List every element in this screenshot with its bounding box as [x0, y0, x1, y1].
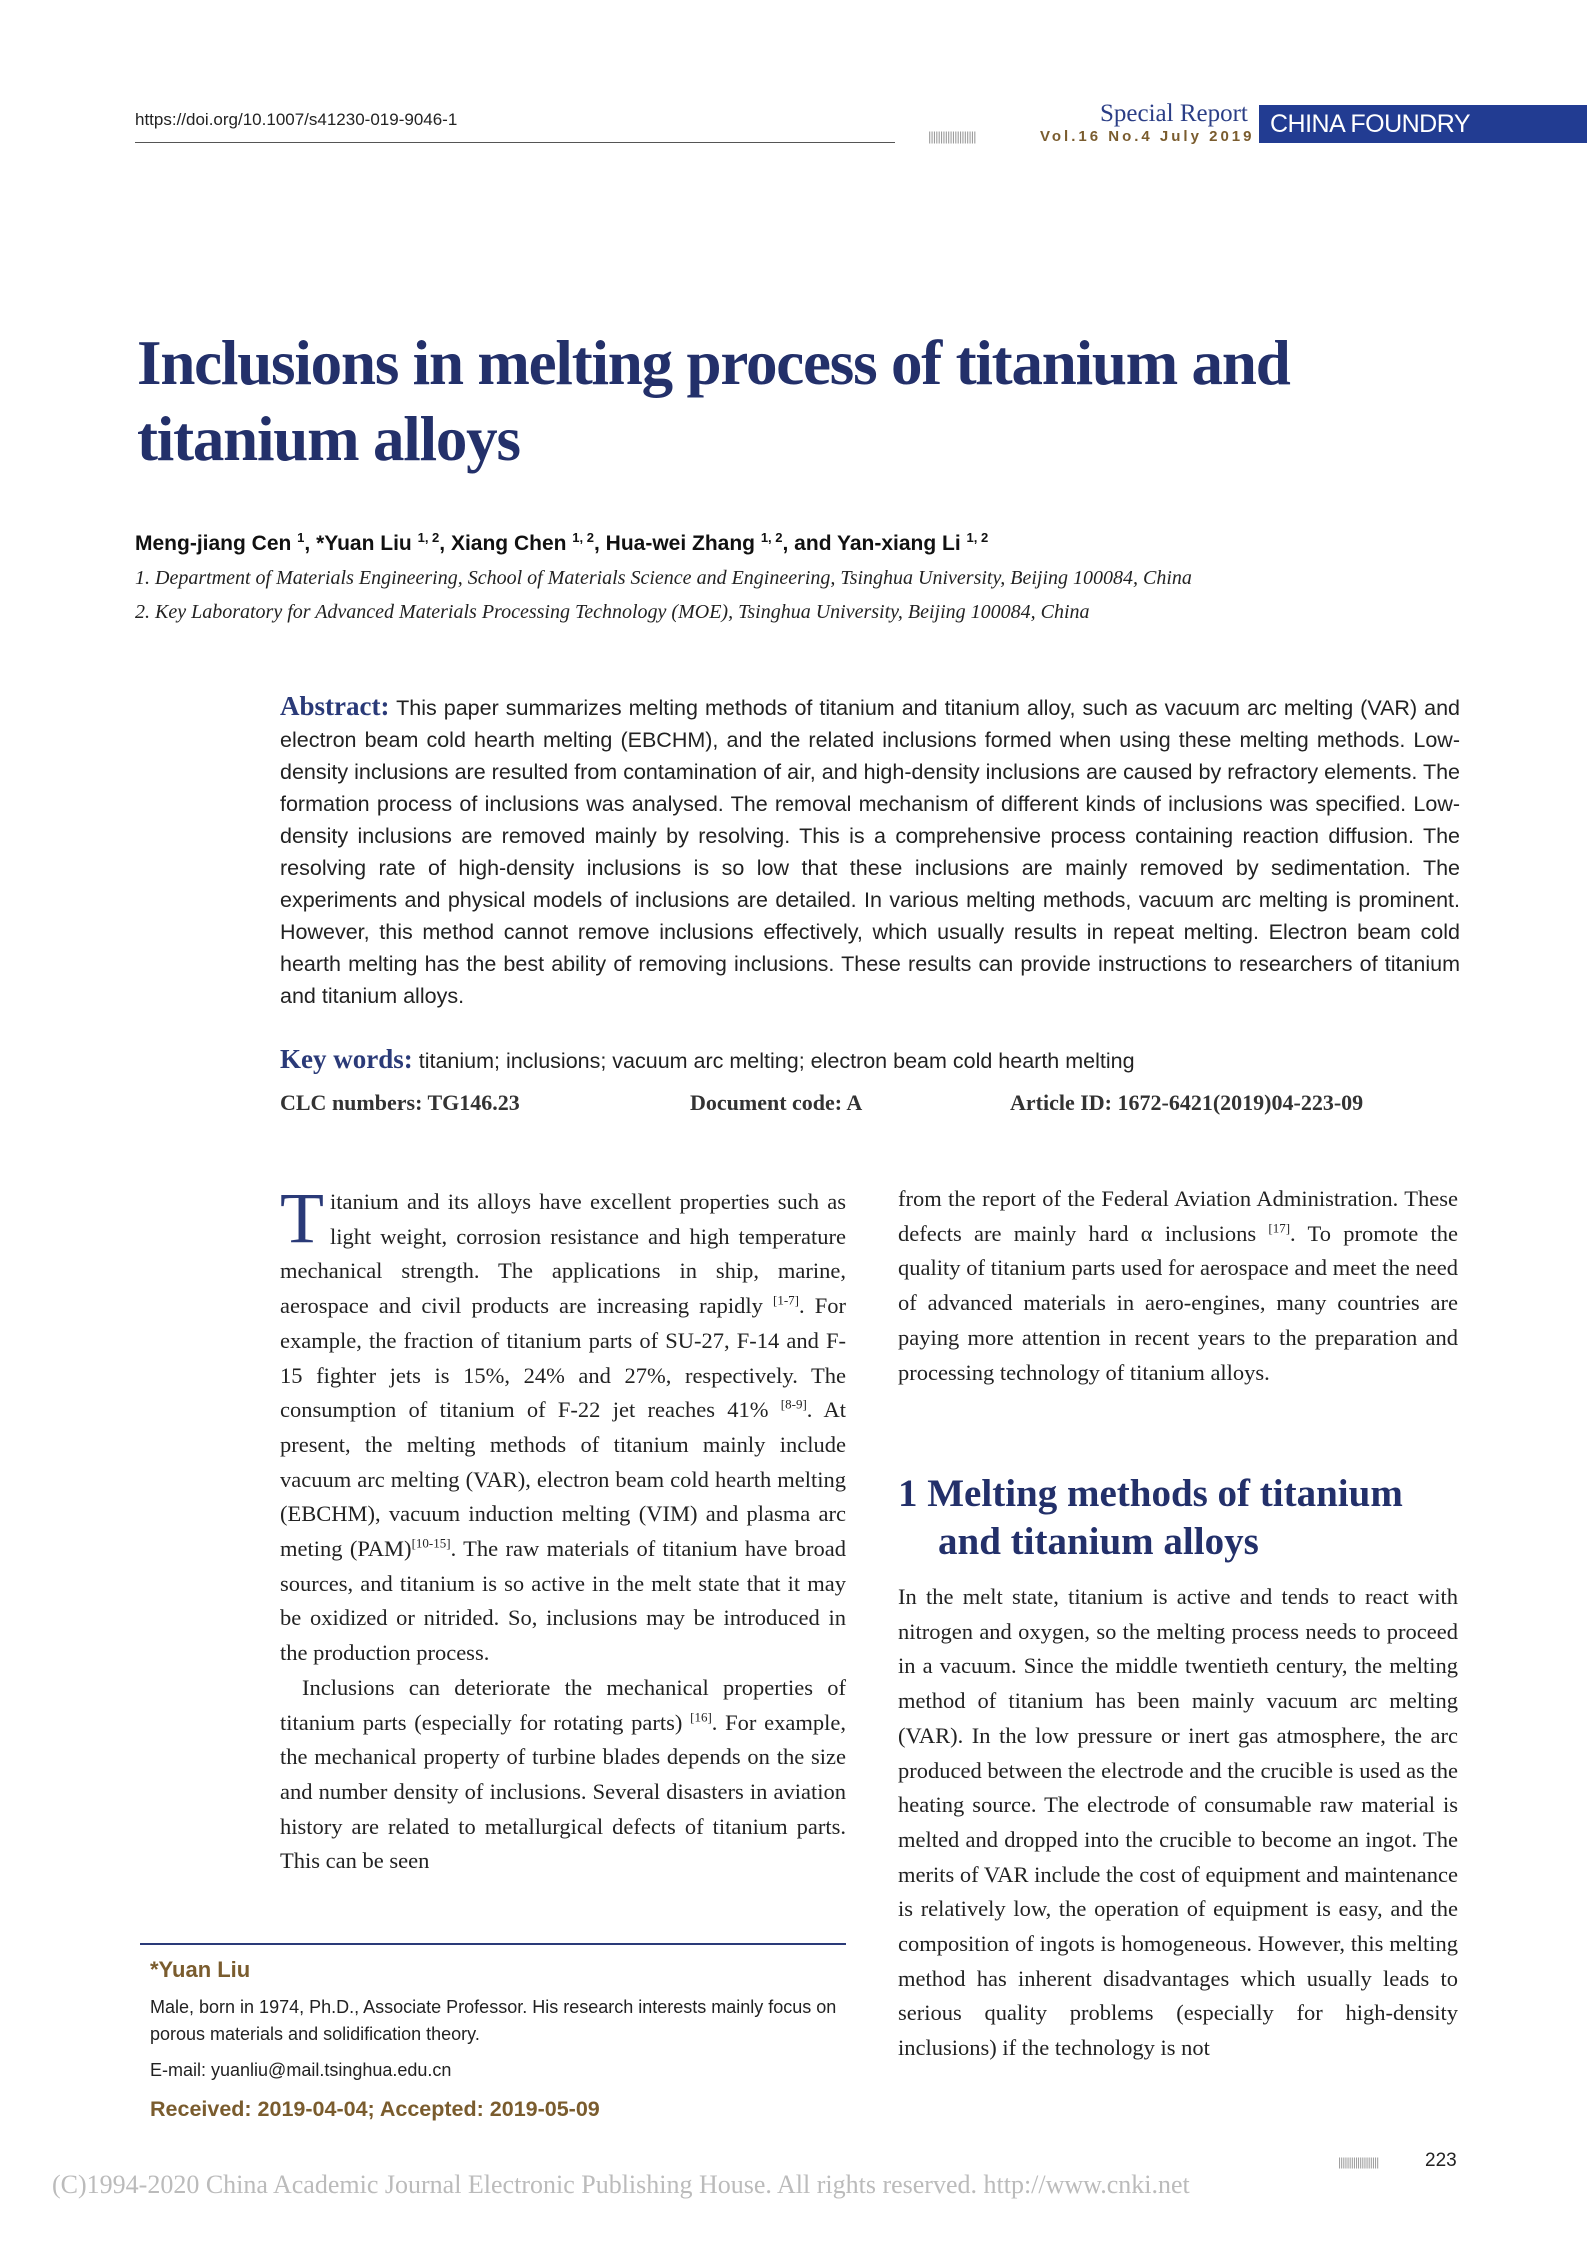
abstract [280, 690, 1460, 1012]
text-run: . To promote the quality of titanium parts used for aerospace and meet the need of advanced materials in aero-engines, many countries are paying more attention in recent years to the preparation and processing technology of titanium alloys. [898, 1220, 1458, 1385]
paragraph [280, 1671, 846, 1879]
header-decor-bars: |||||||||||||||||||| [928, 129, 976, 144]
body-right-column-bottom [898, 1580, 1458, 2066]
author-list [135, 530, 988, 556]
citation-ref[interactable]: [10-15] [411, 1535, 451, 1551]
keywords-text: titanium; inclusions; vacuum arc melting; electron beam cold hearth melting [418, 1049, 1135, 1073]
article-title [137, 325, 1387, 477]
footnote-rule [140, 1943, 846, 1945]
author-name: , Xiang Chen [439, 532, 573, 555]
author-affil-sup: 1, 2 [966, 530, 989, 545]
article-id: Article ID: 1672-6421(2019)04-223-09 [1010, 1090, 1364, 1115]
title-line-2: titanium alloys [137, 404, 520, 474]
corresponding-author-name: *Yuan Liu [150, 1957, 251, 1982]
citation-ref[interactable]: [17] [1268, 1220, 1291, 1236]
body-right-column-top [898, 1182, 1458, 1390]
author-affil-sup: 1, 2 [760, 530, 783, 545]
keywords [280, 1044, 1460, 1075]
clc-numbers: CLC numbers: TG146.23 [280, 1090, 520, 1115]
citation-ref[interactable]: [8-9] [780, 1396, 807, 1412]
doi-link[interactable]: https://doi.org/10.1007/s41230-019-9046-1 [135, 110, 458, 129]
footer-decor-bars: ||||||||||||||||||| [1338, 2155, 1379, 2169]
author-affil-sup: 1, 2 [417, 530, 440, 545]
paragraph [280, 1178, 847, 1671]
body-left-column [280, 1178, 847, 1879]
volume-info: Vol.16 No.4 July 2019 [1040, 128, 1255, 145]
author-name: , Hua-wei Zhang [593, 532, 761, 555]
text-run: Inclusions can deteriorate the mechanical properties of titanium parts (especially for rotating parts) [280, 1674, 846, 1735]
paragraph [898, 1182, 1458, 1390]
citation-ref[interactable]: [1-7] [773, 1292, 800, 1308]
header-rule [135, 142, 895, 143]
author-name: Meng-jiang Cen [135, 532, 298, 555]
paragraph: In the melt state, titanium is active and tends to react with nitrogen and oxygen, so the melting process needs to proceed in a vacuum. Since the middle twentieth century, the melting method of titanium has been mainly vacuum arc melting (VAR). In the low pressure or inert gas atmosphere, the arc produced between the electrode and the crucible is used as the heating source. The electrode of consumable raw material is melted and dropped into the crucible to become an ingot. The merits of VAR include the cost of equipment and maintenance is relatively low, the operation of equipment is easy, and the composition of ingots is homogeneous. However, this melting method has inherent disadvantages which usually leads to serious quality problems (especially for high-density inclusions) if the technology is not [898, 1584, 1458, 2061]
text-run: . At present, the melting methods of titanium mainly include vacuum arc melting (VAR), electron beam cold hearth melting (EBCHM), vacuum induction melting (VIM) and plasma arc meting (PAM) [280, 1397, 846, 1562]
text-run: . For example, the mechanical property of turbine blades depends on the size and number density of inclusions. Several disasters in aviation history are related to metallurgical defects of titanium parts. This can be seen [280, 1709, 846, 1874]
text-run: . The raw materials of titanium have broad sources, and titanium is so active in the melt state that it may be oxidized or nitrided. So, inclusions may be introduced in the production process. [280, 1536, 847, 1666]
text-run: . For example, the fraction of titanium parts of SU-27, F-14 and F-15 fighter jets is 15%, 24% and 27%, respectively. The consumption of titanium of F-22 jet reaches 41% [280, 1293, 846, 1423]
heading-line-1: 1 Melting methods of titanium [898, 1472, 1403, 1515]
author-bio: Male, born in 1974, Ph.D., Associate Professor. His research interests mainly focus on porous materials and solidification theory. [150, 1997, 837, 2044]
abstract-label: Abstract: [280, 691, 390, 721]
text-run: from the report of the Federal Aviation Administration. These defects are mainly hard α inclusions [898, 1186, 1458, 1246]
document-code: Document code: A [690, 1090, 863, 1115]
received-accepted-dates: Received: 2019-04-04; Accepted: 2019-05-09 [150, 2097, 600, 2121]
affiliation-1: 1. Department of Materials Engineering, School of Materials Science and Engineering, Tsinghua University, Beijing 100084, China [135, 567, 1192, 589]
author-email[interactable]: E-mail: yuanliu@mail.tsinghua.edu.cn [150, 2060, 452, 2080]
author-affil-sup: 1, 2 [572, 530, 594, 545]
copyright-watermark: (C)1994-2020 China Academic Journal Electronic Publishing House. All rights reserved. http://www.cnki.net [52, 2170, 1190, 2199]
title-line-1: Inclusions in melting process of titanium and [137, 328, 1290, 398]
text-run: itanium and its alloys have excellent properties such as light weight, corrosion resistance and high temperature mechanical strength. The applications in ship, marine, aerospace and civil products are increasing rapidly [280, 1189, 846, 1319]
section-label: Special Report [1100, 100, 1248, 127]
abstract-text: This paper summarizes melting methods of titanium and titanium alloy, such as vacuum arc melting (VAR) and electron beam cold hearth melting (EBCHM), and the related inclusions formed when using these melting methods. Low-density inclusions are resulted from contamination of air, and high-density inclusions are caused by refractory elements. The formation process of inclusions was analysed. The removal mechanism of different kinds of inclusions was specified. Low-density inclusions are removed mainly by resolving. This is a comprehensive process containing reaction diffusion. The resolving rate of high-density inclusions is so low that these inclusions are mainly removed by sedimentation. The experiments and physical models of inclusions are detailed. In various melting methods, vacuum arc melting is prominent. However, this method cannot remove inclusions effectively, which usually results in repeat melting. Electron beam cold hearth melting has the best ability of removing inclusions. These results can provide instructions to researchers of titanium and titanium alloys. [280, 696, 1460, 1008]
page-number: 223 [1425, 2150, 1457, 2171]
citation-ref[interactable]: [16] [690, 1709, 712, 1725]
affiliation-2: 2. Key Laboratory for Advanced Materials Processing Technology (MOE), Tsinghua University, Beijing 100084, China [135, 601, 1090, 623]
heading-line-2: and titanium alloys [938, 1520, 1259, 1563]
author-name: , and Yan-xiang Li [782, 532, 967, 555]
section-heading [898, 1470, 1458, 1566]
keywords-label: Key words: [280, 1044, 413, 1074]
drop-cap: T [280, 1178, 324, 1258]
journal-name: CHINA FOUNDRY [1270, 110, 1471, 138]
author-name: , *Yuan Liu [304, 532, 418, 555]
author-affil-sup: 1 [297, 530, 305, 545]
